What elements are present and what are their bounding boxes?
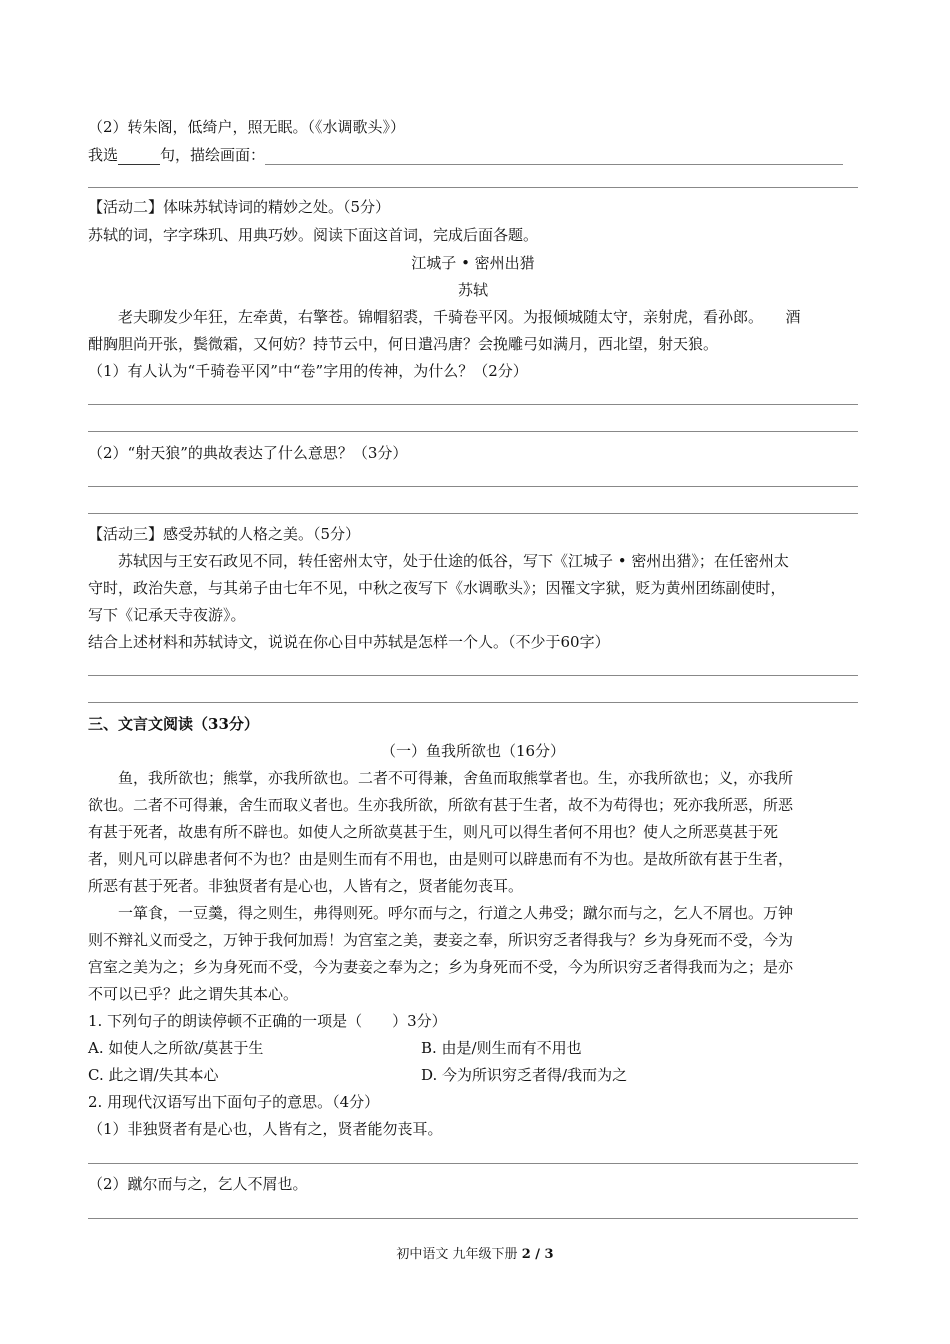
- activity3-task: 结合上述材料和苏轼诗文，说说在你心目中苏轼是怎样一个人。（不少于60字）: [88, 633, 610, 651]
- answer-rule[interactable]: [88, 1163, 858, 1164]
- passage-line: 不可以已乎？此之谓失其本心。: [88, 985, 299, 1003]
- question-2: 2. 用现代汉语写出下面句子的意思。（4分）: [88, 1093, 380, 1111]
- answer-rule[interactable]: [88, 702, 858, 703]
- passage-line: 所恶有甚于死者。非独贤者有是心也，人皆有之，贤者能勿丧耳。: [88, 877, 524, 895]
- passage-line: 者，则凡可以辟患者何不为也？由是则生而有不用也，由是则可以辟患而有不为也。是故所欲有甚于生者，: [88, 850, 794, 868]
- passage-line: 欲也。二者不可得兼，舍生而取义者也。生亦我所欲，所欲有甚于生者，故不为苟得也；死亦我所恶，所恶: [88, 796, 794, 814]
- answer-rule[interactable]: [265, 150, 843, 165]
- poem-line: 老夫聊发少年狂，左牵黄，右擎苍。锦帽貂裘，千骑卷平冈。为报倾城随太守，亲射虎，看孙郎。 酒: [118, 308, 801, 326]
- question-2: （2）“射天狼”的典故表达了什么意思？（3分）: [88, 444, 408, 462]
- option-c[interactable]: C. 此之谓/失其本心: [88, 1066, 219, 1084]
- sub-question: （2）蹴尔而与之，乞人不屑也。: [88, 1175, 308, 1193]
- answer-rule[interactable]: [88, 513, 858, 514]
- question-1: 1. 下列句子的朗读停顿不正确的一项是（ ）3分）: [88, 1012, 447, 1030]
- answer-rule[interactable]: [88, 675, 858, 676]
- sub-question: （1）非独贤者有是心也，人皆有之，贤者能勿丧耳。: [88, 1120, 443, 1138]
- answer-rule[interactable]: [88, 486, 858, 487]
- choose-label: 我选: [88, 146, 119, 164]
- material-line: 守时，政治失意，与其弟子由七年不见，中秋之夜写下《水调歌头》；因罹文字狱，贬为黄州团练副使时，: [88, 579, 786, 597]
- activity2-heading: 【活动二】体味苏轼诗词的精妙之处。（5分）: [88, 198, 391, 216]
- footer-subject: 初中语文 九年级下册: [396, 1247, 518, 1262]
- answer-rule[interactable]: [88, 187, 858, 188]
- option-d[interactable]: D. 今为所识穷乏者得/我而为之: [421, 1066, 628, 1084]
- option-a[interactable]: A. 如使人之所欲/莫甚于生: [88, 1039, 264, 1057]
- answer-rule[interactable]: [88, 1218, 858, 1219]
- option-b[interactable]: B. 由是/则生而有不用也: [421, 1039, 582, 1057]
- sentence-blank[interactable]: [118, 150, 160, 165]
- material-line: 写下《记承天寺夜游》。: [88, 606, 246, 624]
- passage-title: （一）鱼我所欲也（16分）: [380, 742, 566, 760]
- activity3-heading: 【活动三】感受苏轼的人格之美。（5分）: [88, 525, 361, 543]
- passage-line: 有甚于死者，故患有所不辟也。如使人之所欲莫甚于生，则凡可以得生者何不用也？使人之所恶莫甚于死: [88, 823, 779, 841]
- page-footer: [0, 1243, 950, 1262]
- poem-title: 江城子 • 密州出猎: [411, 254, 535, 272]
- activity2-intro: 苏轼的词，字字珠玑、用典巧妙。阅读下面这首词，完成后面各题。: [88, 226, 539, 244]
- poem-author: 苏轼: [457, 281, 488, 299]
- question-1: （1）有人认为“千骑卷平冈”中“卷”字用的传神，为什么？（2分）: [88, 362, 528, 380]
- poem-line: 酣胸胆尚开张，鬓微霜，又何妨？持节云中，何日遣冯唐？会挽雕弓如满月，西北望，射天狼。: [88, 335, 719, 353]
- passage-line: 则不辩礼义而受之，万钟于我何加焉！为宫室之美，妻妾之奉，所识穷乏者得我与？乡为身死而不受，今为: [88, 931, 794, 949]
- answer-line: [88, 145, 858, 165]
- passage-line: 鱼，我所欲也；熊掌，亦我所欲也。二者不可得兼，舍鱼而取熊掌者也。生，亦我所欲也；义，亦我所: [118, 769, 794, 787]
- passage-line: 一箪食，一豆羹，得之则生，弗得则死。呼尔而与之，行道之人弗受；蹴尔而与之，乞人不屑也。万钟: [118, 904, 794, 922]
- answer-rule[interactable]: [88, 431, 858, 432]
- question-line: （2）转朱阁，低绮户，照无眠。（《水调歌头》）: [88, 118, 406, 136]
- answer-rule[interactable]: [88, 404, 858, 405]
- describe-label: 句，描绘画面：: [160, 146, 266, 164]
- section-heading: 三、文言文阅读（33分）: [88, 715, 259, 733]
- passage-line: 宫室之美为之；乡为身死而不受，今为妻妾之奉为之；乡为身死而不受，今为所识穷乏者得我而为之；是亦: [88, 958, 794, 976]
- material-line: 苏轼因与王安石政见不同，转任密州太守，处于仕途的低谷，写下《江城子 • 密州出猎》；在任密州太: [118, 552, 789, 570]
- page-number: 2 / 3: [521, 1247, 554, 1262]
